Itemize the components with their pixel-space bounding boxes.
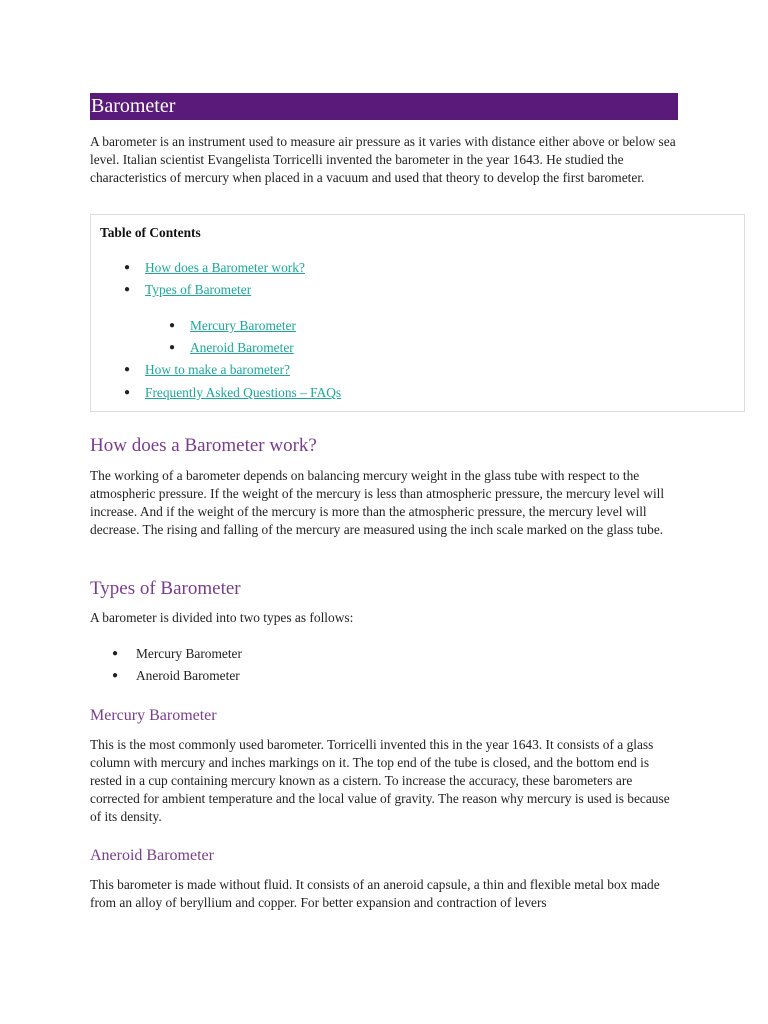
intro-paragraph: A barometer is an instrument used to measure air pressure as it varies with distance either above or below sea level. Italian scientist Evangelista Torricelli invented the barometer in the year 1643. He studied the characteristics of mercury when placed in a vacuum and used that theory to develop the first barometer. bbox=[90, 134, 676, 185]
bullet-icon: ● bbox=[112, 670, 119, 681]
page-title: Barometer bbox=[90, 93, 678, 120]
bullet-icon: ● bbox=[124, 262, 131, 273]
types-paragraph: A barometer is divided into two types as follows: bbox=[90, 610, 354, 625]
aneroid-paragraph: This barometer is made without fluid. It consists of an aneroid capsule, a thin and flexible metal box made from an alloy of beryllium and copper. For better expansion and contraction of levers bbox=[90, 877, 660, 910]
toc-link-types[interactable]: Types of Barometer bbox=[145, 282, 252, 297]
toc-link-mercury[interactable]: Mercury Barometer bbox=[190, 318, 296, 333]
heading-types: Types of Barometer bbox=[90, 578, 241, 599]
toc-item bbox=[124, 384, 342, 402]
bullet-icon: ● bbox=[169, 320, 176, 331]
toc-item bbox=[124, 259, 305, 277]
bullet-icon: ● bbox=[124, 284, 131, 295]
bullet-icon: ● bbox=[124, 364, 131, 375]
mercury-paragraph: This is the most commonly used barometer. Torricelli invented this in the year 1643. It consists of a glass column with mercury and inches markings on it. The top end of the tube is closed, and the bottom end is rested in a cup containing mercury known as a cistern. To increase the accuracy, these barometers are corrected for ambient temperature and the local value of gravity. The reason why mercury is used is because of its density. bbox=[90, 737, 670, 824]
bullet-icon: ● bbox=[169, 342, 176, 353]
toc-item bbox=[124, 281, 252, 299]
heading-aneroid: Aneroid Barometer bbox=[90, 847, 214, 864]
toc-title: Table of Contents bbox=[100, 225, 201, 240]
how-it-works-paragraph: The working of a barometer depends on balancing mercury weight in the glass tube with respect to the atmospheric pressure. If the weight of the mercury is less than atmospheric pressure, the mercury level will increase. And if the weight of the mercury is more than the atmospheric pressure, the mercury level will decrease. The rising and falling of the mercury are measured using the inch scale marked on the glass tube. bbox=[90, 468, 665, 537]
heading-mercury: Mercury Barometer bbox=[90, 707, 217, 724]
list-item-label: Mercury Barometer bbox=[136, 646, 242, 661]
toc-item bbox=[169, 339, 294, 357]
list-item bbox=[112, 667, 240, 685]
heading-how-it-works: How does a Barometer work? bbox=[90, 435, 317, 456]
list-item bbox=[112, 645, 242, 663]
toc-link-make[interactable]: How to make a barometer? bbox=[145, 362, 291, 377]
toc-item bbox=[169, 317, 296, 335]
bullet-icon: ● bbox=[112, 648, 119, 659]
list-item-label: Aneroid Barometer bbox=[136, 668, 240, 683]
toc-item bbox=[124, 361, 291, 379]
toc-link-faqs[interactable]: Frequently Asked Questions – FAQs bbox=[145, 385, 342, 400]
table-of-contents bbox=[90, 214, 745, 412]
toc-link-how-it-works[interactable]: How does a Barometer work? bbox=[145, 260, 305, 275]
toc-link-aneroid[interactable]: Aneroid Barometer bbox=[190, 340, 294, 355]
bullet-icon: ● bbox=[124, 387, 131, 398]
